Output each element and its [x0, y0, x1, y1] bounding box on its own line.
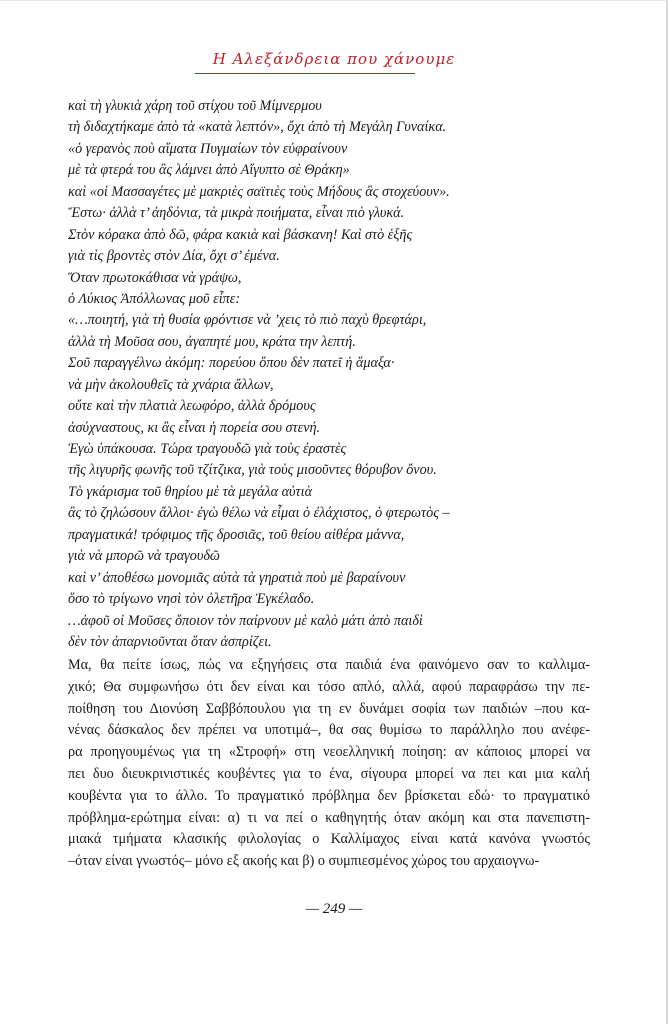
prose-line: νένας δάσκαλος δεν πρέπει να υποτιμά–, θα σας θυμίσω το παράλληλο που ανέφε- [68, 722, 590, 739]
poem-line: καὶ ν’ ἀποθέσω μονομιᾶς αὐτὰ τὰ γηρατιὰ ποὺ μὲ βαραίνουν [68, 569, 406, 586]
poem-line: Ἔστω· ἀλλὰ τ’ ἀηδόνια, τὰ μικρὰ ποιήματα, εἶναι πιὸ γλυκά. [68, 205, 405, 222]
poem-line: καὶ «οἱ Μασσαγέτες μὲ μακριὲς σαϊτιὲς τοὺς Μήδους ἂς στοχεύουν». [68, 183, 450, 200]
poem-line: πραγματικά! τρόφιμος τῆς δροσιᾶς, τοῦ θείου αἰθέρα μάννα, [68, 526, 405, 543]
page-number: — 249 — [305, 901, 363, 917]
prose-line: –όταν είναι γνωστός– μόνο εξ ακοής και β) ο συμπιεσμένος χώρος του αρχαιογνω- [68, 853, 540, 870]
poem-line: τὴ διδαχτήκαμε ἀπὸ τὰ «κατὰ λεπτόν», ὄχι ἀπὸ τὴ Μεγάλη Γυναίκα. [68, 119, 447, 136]
poem-line: καὶ τὴ γλυκιὰ χάρη τοῦ στίχου τοῦ Μίμνερμου [68, 98, 322, 114]
prose-line: μιακά τμήματα κλασικής φιλολογίας ο Καλλίμαχος είναι κατά κανόνα γνωστός [68, 831, 590, 848]
poem-line: ἂς τὸ ζηλώσουν ἄλλοι· ἐγὼ θέλω νὰ εἶμαι ὁ ἐλάχιστος, ὁ φτερωτὸς – [68, 505, 450, 522]
prose-line: ρα προηγουμένως για τη «Στροφή» στη νεοελληνική ποίηση: αν κάποιος μπορεί να [68, 744, 590, 761]
poem-line: μὲ τὰ φτερά του ἂς λάμνει ἀπὸ Αἴγυπτο σὲ Θράκη» [68, 162, 350, 179]
poem-line: ἀσύχναστους, κι ἂς εἶναι ἡ πορεία σου στενή. [68, 419, 321, 436]
prose-line: πει δυο διευκρινιστικές κουβέντες για το ένα, σίγουρα μπορεί να πει και μια καλή [68, 765, 590, 782]
poem-line: οὔτε καὶ τὴν πλατιὰ λεωφόρο, ἀλλὰ δρόμους [68, 398, 316, 415]
poem-line: γιὰ τὶς βροντὲς στὸν Δία, ὄχι σ’ ἐμένα. [68, 248, 280, 265]
poem-line: ἀλλὰ τὴ Μοῦσα σου, ἀγαπητέ μου, κράτα την λεπτή. [68, 333, 356, 350]
running-head-rule [195, 73, 415, 74]
prose-line: ποίθηση του Διονύση Σαββόπουλου για τη εν δυνάμει σοφία των παιδιών –που κα- [68, 700, 590, 717]
poem-line: Ἐγὼ ὑπάκουσα. Τώρα τραγουδῶ γιὰ τοὺς ἐραστὲς [68, 441, 347, 457]
poem-line: ὁ Λύκιος Ἀπόλλωνας μοῦ εἶπε: [68, 290, 241, 307]
prose-paragraph [68, 655, 590, 873]
poem-line: γιὰ νὰ μπορῶ νὰ τραγουδῶ [68, 548, 220, 565]
prose-line: Μα, θα πείτε ίσως, πώς να εξηγήσεις στα παιδιά ένα φαινόμενο σαν το καλλιμα- [68, 657, 590, 673]
poem-line: Σοῦ παραγγέλνω ἀκόμη: πορεύου ὅπου δὲν πατεῖ ἡ ἅμαξα· [68, 355, 395, 372]
prose-line: πρόβλημα-ερώτημα είναι: α) τι να πεί ο καθηγητής όταν ακόμη και στα πανεπιστη- [68, 809, 590, 826]
prose-line: κουβέντα για το άλλο. Το πραγματικό πρόβλημα δεν βρίσκεται εδώ· το πραγματικό [68, 787, 590, 804]
poem-line: νὰ μὴν ἀκολουθεῖς τὰ χνάρια ἄλλων, [68, 376, 274, 393]
poem-line: Ὅταν πρωτοκάθισα νὰ γράψω, [68, 269, 242, 286]
poem-line: Στὸν κόρακα ἀπὸ δῶ, φάρα κακιὰ καὶ βάσκανη! Καὶ στὸ ἑξῆς [68, 226, 413, 243]
poem-line: δὲν τὸν ἀπαρνιοῦνται ὅταν ἀσπρίζει. [68, 633, 272, 650]
poem-line: τῆς λιγυρῆς φωνῆς τοῦ τζίτζικα, γιὰ τοὺς μισοῦντες θόρυβον ὄνου. [68, 462, 437, 479]
poem-line: «ὁ γερανὸς ποὺ αἵματα Πυγμαίων τὸν εὐφραίνουν [68, 140, 348, 157]
poem-line: ὅσο τὸ τρίγωνο νησὶ τὸν ὀλετῆρα Ἐγκέλαδο. [68, 591, 315, 608]
poem-line: «…ποιητή, γιὰ τὴ θυσία φρόντισε νὰ ’χεις τὸ πιὸ παχὺ θρεφτάρι, [68, 312, 427, 329]
poem-block [68, 96, 608, 653]
poem-line: Τὸ γκάρισμα τοῦ θηρίου μὲ τὰ μεγάλα αὐτιὰ [68, 483, 313, 500]
running-head: Η Αλεξάνδρεια που χάνουμε [212, 50, 456, 68]
poem-line: …ἀφοῦ οἱ Μοῦσες ὅποιον τὸν παίρνουν μὲ καλὸ μάτι ἀπὸ παιδὶ [68, 612, 423, 629]
prose-line: χικό; Θα συμφωνήσω ότι δεν είναι και τόσο απλό, αλλά, αφού παραφράσω την πε- [68, 678, 590, 695]
